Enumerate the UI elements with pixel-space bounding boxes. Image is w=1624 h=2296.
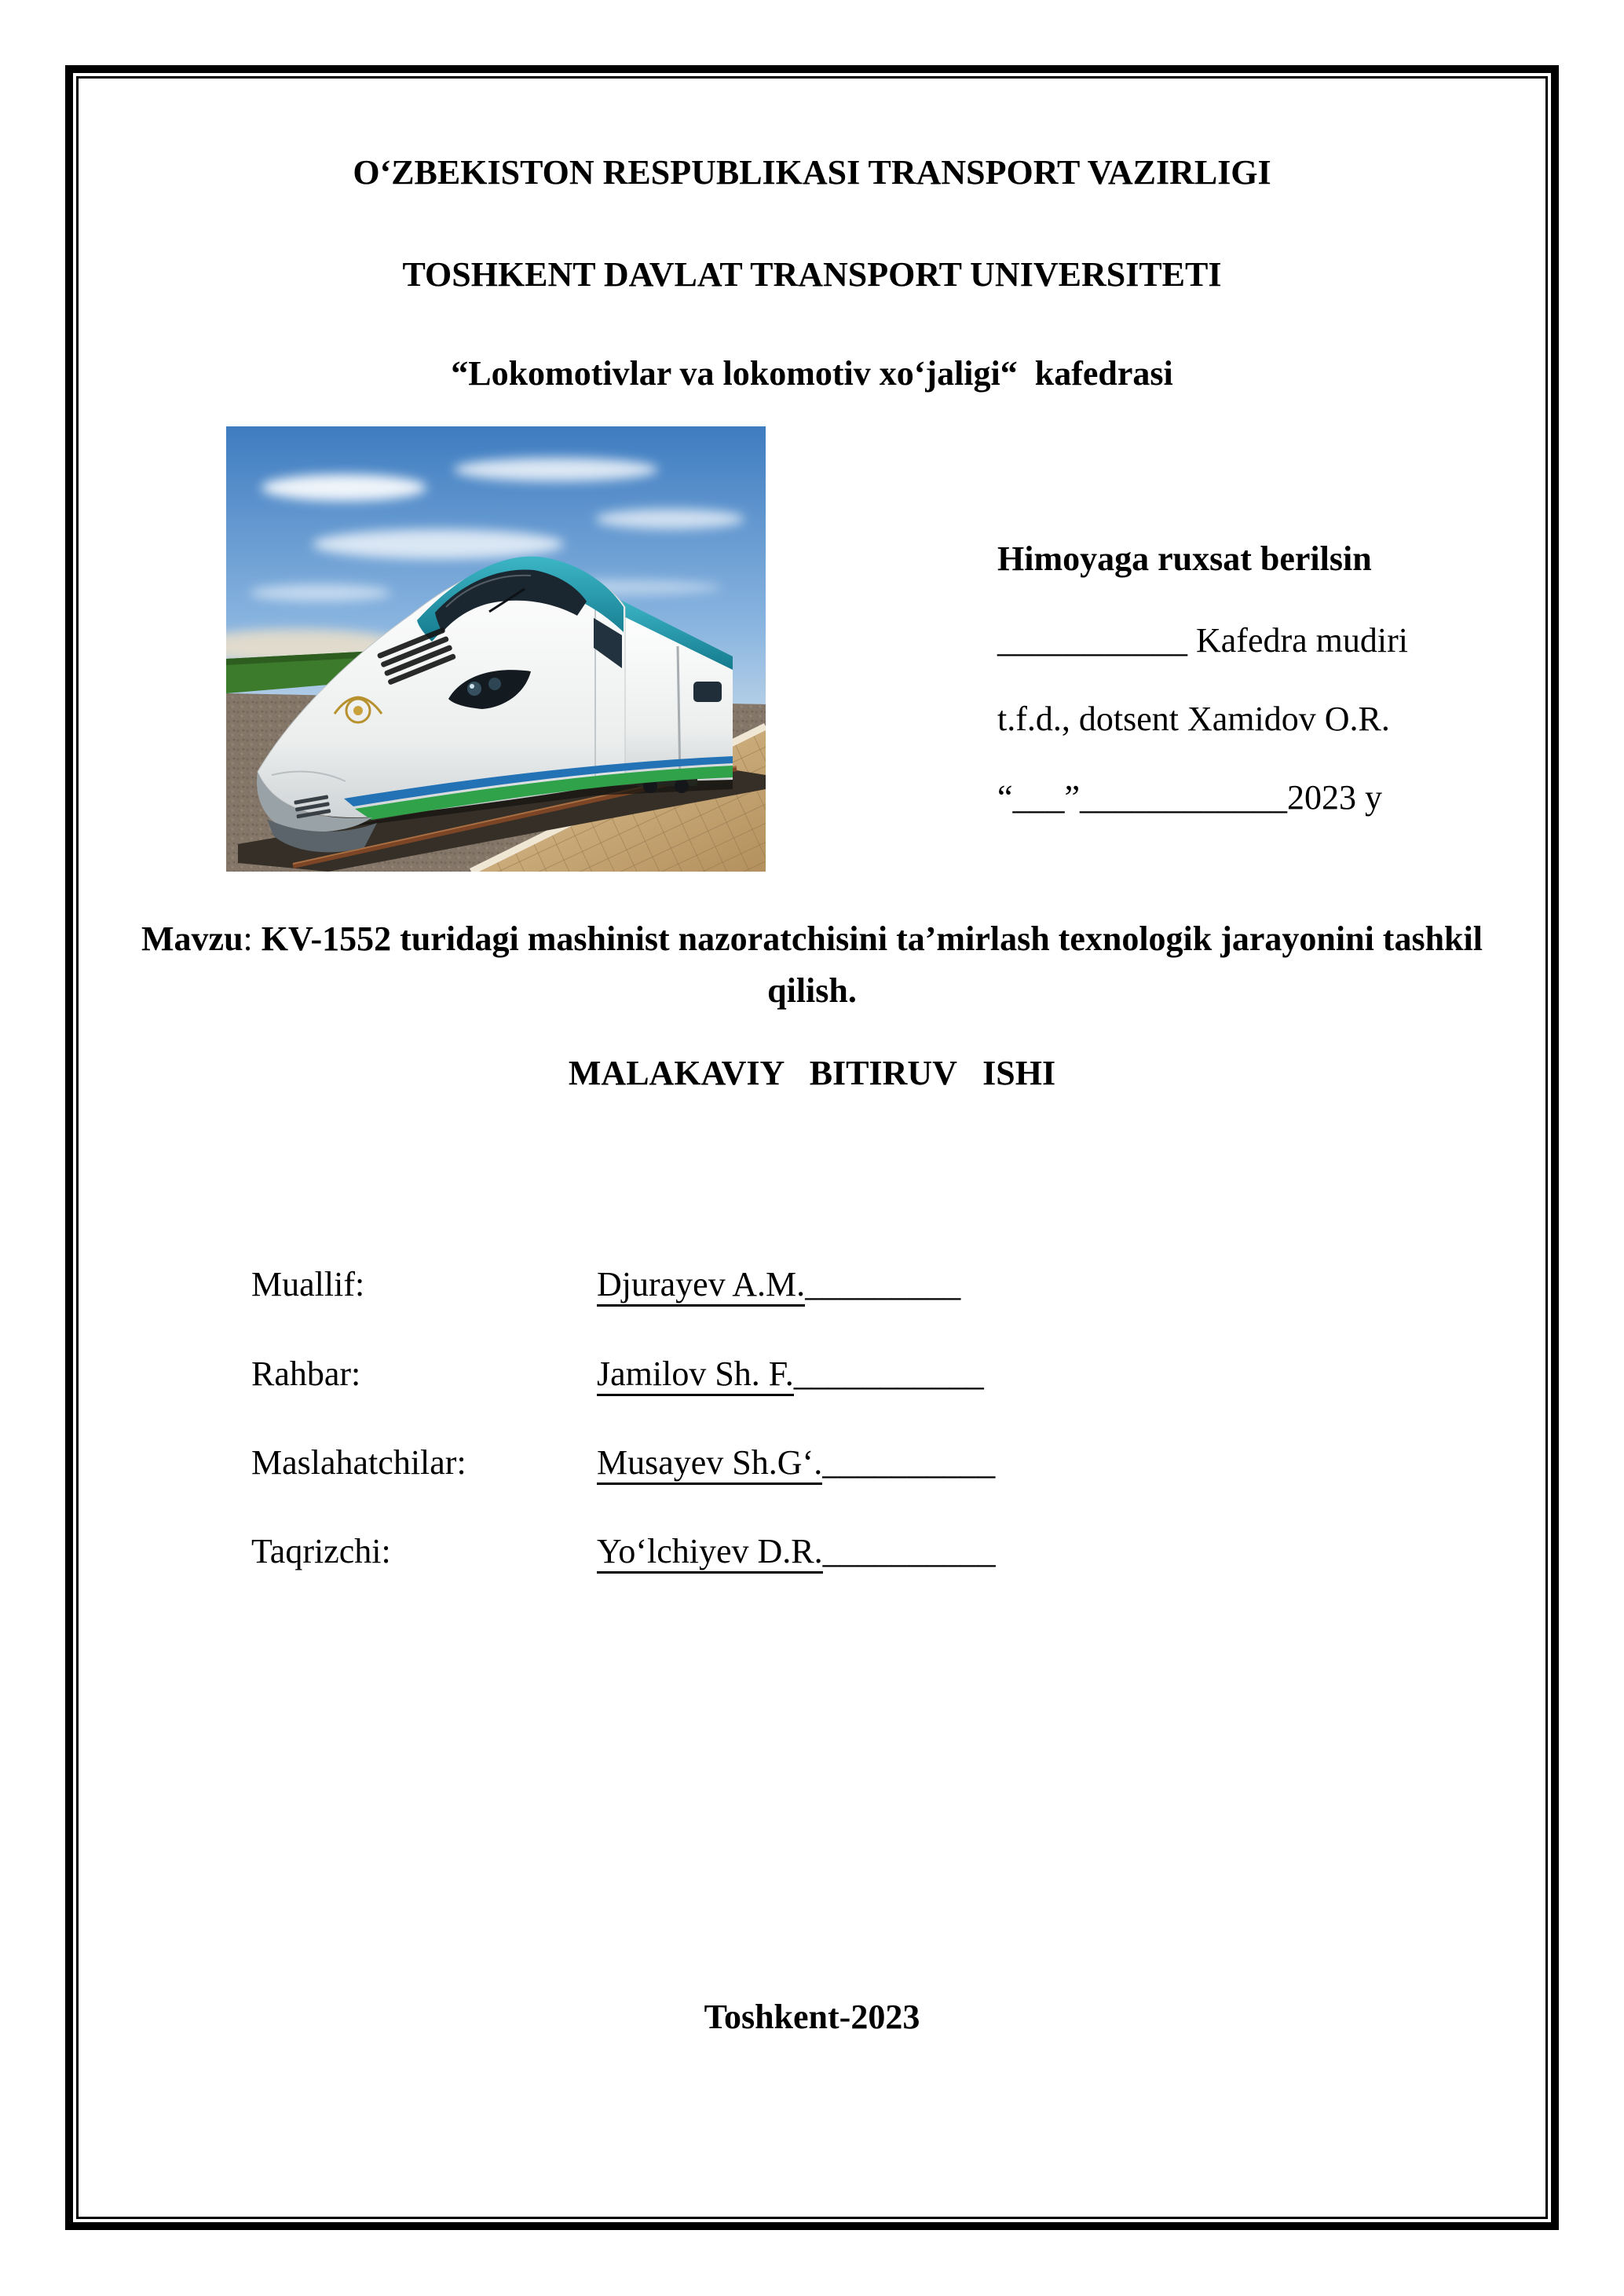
- train-photo-illustration: [226, 426, 766, 872]
- work-type-title: MALAKAVIY BITIRUV ISHI: [568, 1054, 1056, 1092]
- signature-name: Yo‘lchiyev D.R.: [597, 1532, 823, 1574]
- approval-heading: Himoyaga ruxsat berilsin: [997, 539, 1372, 578]
- department-title: “Lokomotivlar va lokomotiv xo‘jaligi“ kafedrasi: [451, 354, 1173, 393]
- train-photo: [226, 426, 766, 872]
- topic-text: KV-1552 turidagi mashinist nazoratchisini ta’mirlash texnologik jarayonini tashkil qilish.: [261, 919, 1483, 1010]
- footer-city-year: Toshkent-2023: [704, 1998, 920, 2036]
- signature-name: Djurayev A.M.: [597, 1265, 805, 1307]
- signature-blank: __________: [822, 1532, 996, 1570]
- ministry-title: O‘ZBEKISTON RESPUBLIKASI TRANSPORT VAZIRLIGI: [353, 153, 1271, 192]
- topic-line: [134, 913, 1490, 1017]
- signature-label: Rahbar:: [251, 1355, 361, 1393]
- approval-date-line: “___”____________2023 y: [997, 778, 1383, 817]
- signature-row-taqrizchi: [251, 1533, 996, 1570]
- signature-row-maslahatchilar: [251, 1444, 995, 1482]
- approval-approver: t.f.d., dotsent Xamidov O.R.: [997, 700, 1390, 738]
- signature-row-muallif: [251, 1266, 960, 1303]
- approval-signature-line: ___________ Kafedra mudiri: [997, 621, 1408, 660]
- signature-name: Musayev Sh.G‘.: [597, 1443, 822, 1485]
- signature-blank: ___________: [793, 1355, 984, 1393]
- page-border-inner: [76, 76, 1548, 2219]
- signature-blank: _________: [805, 1265, 961, 1303]
- signature-row-rahbar: [251, 1355, 984, 1393]
- topic-label: Mavzu: [141, 919, 243, 958]
- signature-blank: __________: [822, 1443, 996, 1482]
- signature-label: Taqrizchi:: [251, 1532, 391, 1570]
- signature-name: Jamilov Sh. F.: [597, 1355, 794, 1396]
- signature-label: Muallif:: [251, 1265, 365, 1303]
- university-title: TOSHKENT DAVLAT TRANSPORT UNIVERSITETI: [402, 255, 1222, 294]
- topic-separator: :: [243, 919, 262, 958]
- signature-label: Maslahatchilar:: [251, 1443, 466, 1482]
